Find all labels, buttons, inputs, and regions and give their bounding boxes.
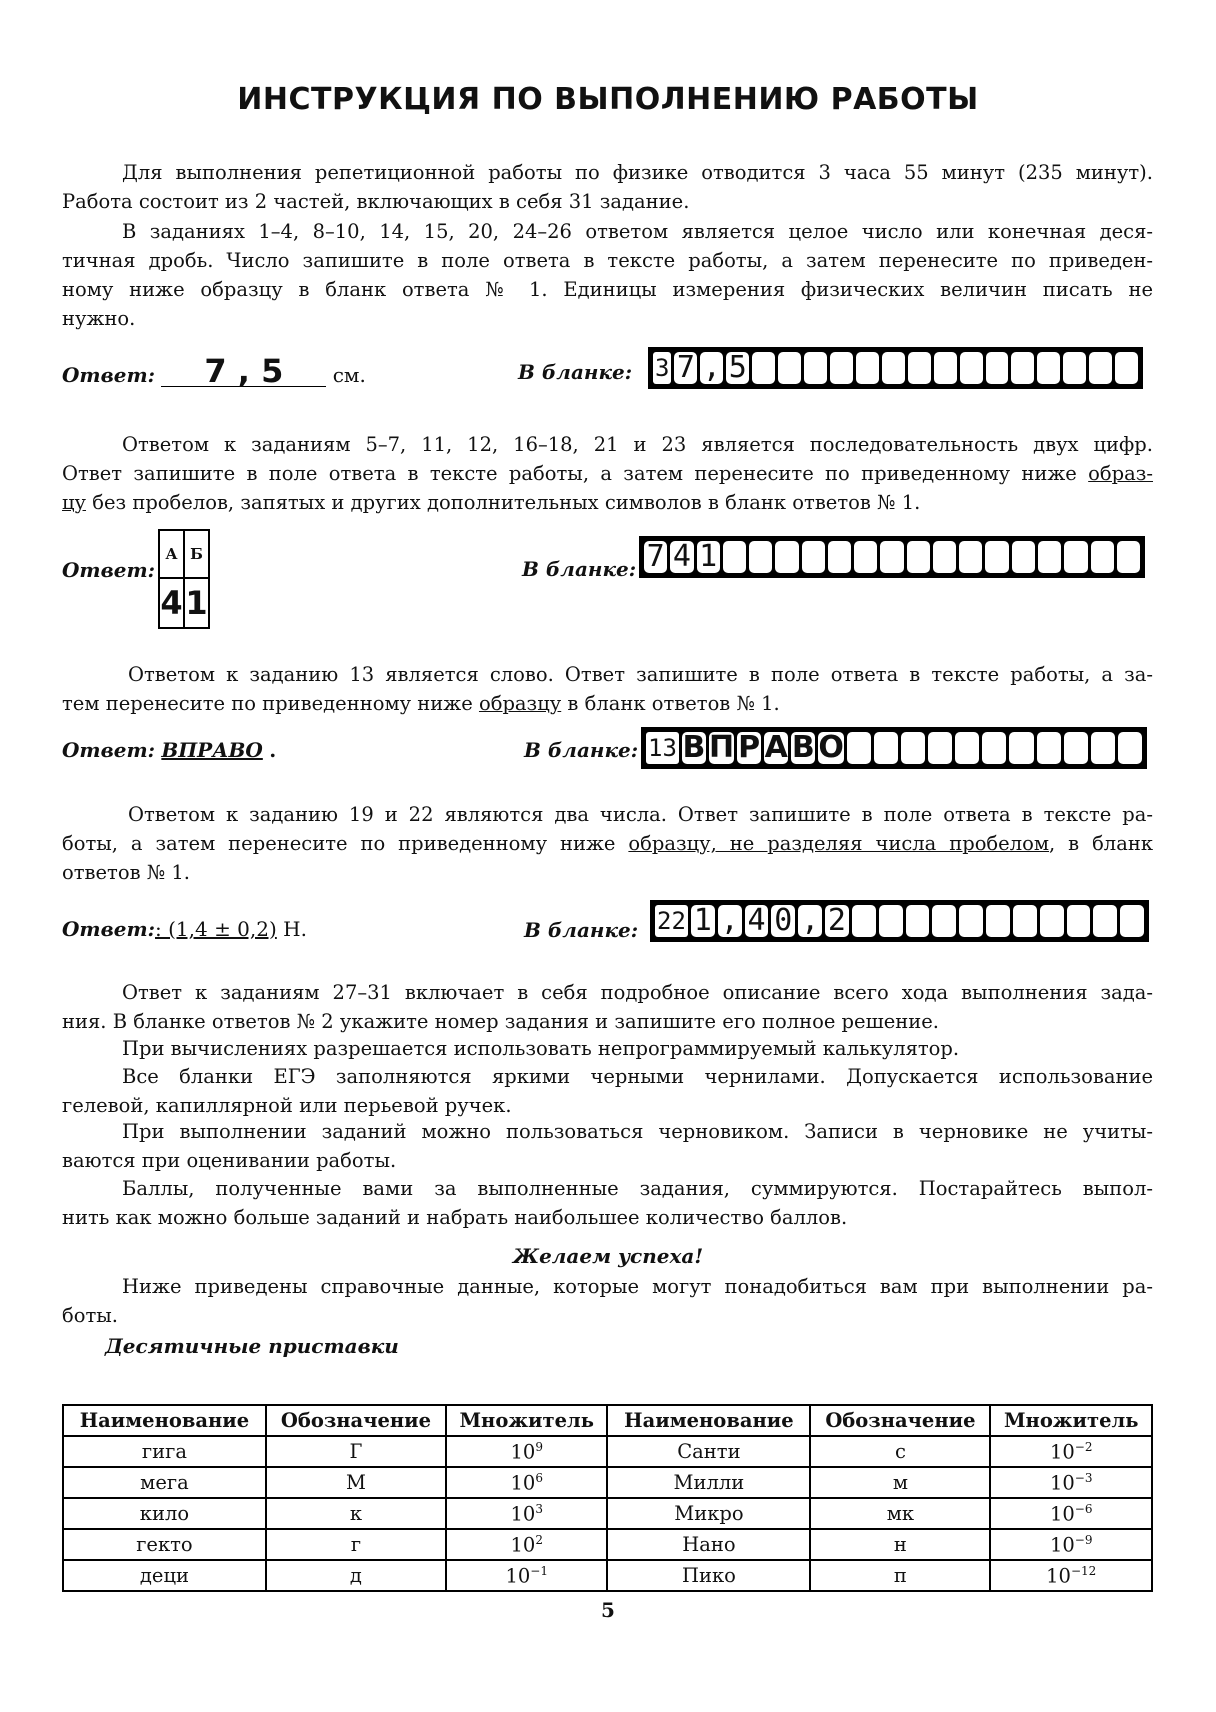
table-cell: $10^{-12}$	[990, 1560, 1152, 1591]
underlined-text: образцу, не разделяя числа пробелом	[628, 832, 1050, 855]
answer-suffix: .	[269, 738, 277, 762]
blank-label: В бланке:	[518, 360, 633, 384]
empty-cell	[778, 352, 801, 384]
paragraph-draft	[62, 1117, 1153, 1175]
table-cell: г	[266, 1529, 446, 1560]
text-line: тичная дробь. Число запишите в поле ответа в тексте работы, а затем перенесите по приведен-	[62, 249, 1153, 272]
empty-cell	[1117, 541, 1140, 573]
paragraph-reference	[62, 1272, 1153, 1330]
filled-cell: 1	[697, 541, 720, 573]
empty-cell	[955, 732, 979, 764]
table-cell: гига	[63, 1436, 266, 1467]
answer-value: 7 , 5	[161, 356, 326, 387]
table-cell: мега	[63, 1467, 266, 1498]
underlined-text: образ-	[1088, 462, 1153, 485]
value-a: 4	[159, 578, 184, 628]
empty-cell	[879, 905, 903, 937]
filled-cell: В	[791, 730, 815, 765]
column-header: Множитель	[446, 1405, 608, 1436]
table-cell: Пико	[607, 1560, 810, 1591]
table-header-row	[63, 1405, 1152, 1436]
paragraph-two-numbers	[62, 800, 1153, 887]
filled-cell: А	[764, 730, 788, 765]
table-caption: Десятичные приставки	[105, 1334, 399, 1358]
filled-cell: 2	[825, 905, 849, 937]
table-cell: мк	[810, 1498, 990, 1529]
text-line: ния. В бланке ответов № 2 укажите номер задания и запишите его полное решение.	[62, 1010, 939, 1033]
text-line: боты.	[62, 1304, 118, 1327]
text-segment: без пробелов, запятых и других дополнительных символов в бланк ответов № 1.	[86, 491, 921, 514]
page-number: 5	[601, 1598, 615, 1622]
filled-cell: 1	[691, 905, 715, 937]
answer-label: Ответ:	[62, 558, 155, 582]
table-cell: д	[266, 1560, 446, 1591]
table-cell: $10^6$	[446, 1467, 608, 1498]
text-line: Ответом к заданию 13 является слово. Ответ запишите в поле ответа в тексте работы, а за-	[128, 663, 1153, 686]
filled-cell: 4	[670, 541, 693, 573]
table-cell: $10^{-2}$	[990, 1436, 1152, 1467]
exponent: −3	[1074, 1470, 1093, 1485]
underlined-text: цу	[62, 491, 87, 514]
empty-cell	[933, 541, 956, 573]
empty-cell	[1009, 732, 1033, 764]
decimal-prefixes-table	[62, 1404, 1153, 1592]
filled-cell: 5	[726, 352, 749, 384]
paragraph-numeric-answers	[62, 217, 1153, 333]
example-1-answer	[62, 352, 366, 390]
table-cell: $10^2$	[446, 1529, 608, 1560]
empty-cell	[1120, 905, 1144, 937]
text-segment: боты, а затем перенесите по приведенному ниже	[62, 832, 629, 855]
column-header: Обозначение	[810, 1405, 990, 1436]
text-segment: , в бланк	[1049, 832, 1154, 855]
empty-cell	[830, 352, 853, 384]
text-line: При вычислениях разрешается использовать непрограммируемый калькулятор.	[122, 1037, 960, 1060]
table-cell: $10^9$	[446, 1436, 608, 1467]
exponent: −6	[1074, 1501, 1093, 1516]
answer-value: ВПРАВО	[161, 738, 263, 762]
paragraph-word-answer	[62, 660, 1153, 718]
filled-cell: 4	[745, 905, 769, 937]
text-line: гелевой, капиллярной или перьевой ручек.	[62, 1094, 512, 1117]
table-cell: к	[266, 1498, 446, 1529]
empty-cell	[907, 541, 930, 573]
answer-form-cells-1	[648, 347, 1143, 389]
filled-cell: ,	[718, 905, 742, 937]
column-header: Множитель	[990, 1405, 1152, 1436]
table-row	[63, 1529, 1152, 1560]
empty-cell	[874, 732, 898, 764]
answer-label: Ответ:	[62, 363, 155, 387]
table-row	[63, 1467, 1152, 1498]
table-cell: Нано	[607, 1529, 810, 1560]
column-header: Обозначение	[266, 1405, 446, 1436]
text-segment: Ответ запишите в поле ответа в тексте работы, а затем перенесите по приведенному ниже	[62, 462, 1089, 485]
empty-cell	[1093, 905, 1117, 937]
table-cell: $10^{-3}$	[990, 1467, 1152, 1498]
text-line: нить как можно больше заданий и набрать наибольшее количество баллов.	[62, 1206, 848, 1229]
table-cell: м	[810, 1467, 990, 1498]
text-line: Ответом к заданию 19 и 22 являются два числа. Ответ запишите в поле ответа в тексте ра-	[128, 803, 1153, 826]
exponent: 9	[535, 1439, 543, 1454]
empty-cell	[959, 905, 983, 937]
table-cell: Г	[266, 1436, 446, 1467]
table-cell: деци	[63, 1560, 266, 1591]
empty-cell	[854, 541, 877, 573]
column-header: Наименование	[63, 1405, 266, 1436]
empty-cell	[932, 905, 956, 937]
empty-cell	[847, 732, 871, 764]
paragraph-calculator	[62, 1034, 1153, 1063]
empty-cell	[985, 541, 1008, 573]
empty-cell	[1064, 541, 1087, 573]
empty-cell	[1012, 541, 1035, 573]
exponent: −9	[1074, 1532, 1093, 1547]
text-line: нужно.	[62, 307, 136, 330]
example-3-answer	[62, 738, 276, 762]
paragraph-ink	[62, 1062, 1153, 1120]
filled-cell: П	[709, 730, 735, 765]
empty-cell	[882, 352, 905, 384]
text-segment: тем перенесите по приведенному ниже	[62, 692, 479, 715]
filled-cell: О	[818, 730, 844, 765]
empty-cell	[901, 732, 925, 764]
empty-cell	[982, 732, 1006, 764]
empty-cell	[934, 352, 957, 384]
filled-cell: В	[682, 730, 706, 765]
filled-cell: ,	[700, 352, 723, 384]
empty-cell	[1038, 541, 1061, 573]
exponent: −2	[1074, 1439, 1093, 1454]
filled-cell: 7	[644, 541, 667, 573]
exponent: 3	[535, 1501, 543, 1516]
table-cell: $10^{-1}$	[446, 1560, 608, 1591]
example-4-answer	[62, 917, 307, 941]
value-b: 1	[184, 578, 209, 628]
text-line: ответов № 1.	[62, 861, 191, 884]
text-line: Все бланки ЕГЭ заполняются яркими черными чернилами. Допускается использование	[122, 1065, 1153, 1088]
text-line: Ответ к заданиям 27–31 включает в себя подробное описание всего хода выполнения зада-	[122, 981, 1153, 1004]
empty-cell	[1011, 352, 1034, 384]
empty-cell	[775, 541, 798, 573]
text-line: ваются при оценивании работы.	[62, 1149, 397, 1172]
table-cell: $10^{-9}$	[990, 1529, 1152, 1560]
table-cell: Милли	[607, 1467, 810, 1498]
text-line: ному ниже образцу в бланк ответа № 1. Единицы измерения физических величин писать не	[62, 278, 1153, 301]
empty-cell	[1115, 352, 1138, 384]
empty-cell	[749, 541, 772, 573]
empty-cell	[1091, 732, 1115, 764]
paragraph-detailed-answers	[62, 978, 1153, 1036]
empty-cell	[1037, 352, 1060, 384]
table-cell: кило	[63, 1498, 266, 1529]
exponent: 6	[535, 1470, 543, 1485]
empty-cell	[1091, 541, 1114, 573]
header-a: А	[159, 530, 184, 578]
task-number-cell: 13	[648, 734, 677, 762]
paragraph-scores	[62, 1174, 1153, 1232]
task-number-cell: 22	[657, 907, 686, 935]
filled-cell: 0	[771, 905, 795, 937]
empty-cell	[986, 352, 1009, 384]
empty-cell	[723, 541, 746, 573]
empty-cell	[852, 905, 876, 937]
empty-cell	[752, 352, 775, 384]
table-row	[63, 1436, 1152, 1467]
table-cell: Микро	[607, 1498, 810, 1529]
blank-label: В бланке:	[524, 738, 639, 762]
text-line: В заданиях 1–4, 8–10, 14, 15, 20, 24–26 ответом является целое число или конечная деся-	[122, 220, 1153, 243]
empty-cell	[880, 541, 903, 573]
table-cell: $10^3$	[446, 1498, 608, 1529]
empty-cell	[959, 541, 982, 573]
table-cell: М	[266, 1467, 446, 1498]
table-cell: н	[810, 1529, 990, 1560]
text-line	[62, 689, 1153, 718]
table-cell: гекто	[63, 1529, 266, 1560]
paragraph-digit-sequence	[62, 430, 1153, 517]
text-line: Ниже приведены справочные данные, которые могут понадобиться вам при выполнении ра-	[122, 1275, 1153, 1298]
table-cell: п	[810, 1560, 990, 1591]
text-line	[62, 459, 1153, 488]
paragraph-duration	[62, 158, 1153, 216]
exponent: −1	[530, 1563, 548, 1578]
empty-cell	[1118, 732, 1142, 764]
blank-label: В бланке:	[524, 918, 639, 942]
table-cell: с	[810, 1436, 990, 1467]
empty-cell	[1089, 352, 1112, 384]
answer-form-cells-4	[650, 900, 1149, 942]
empty-cell	[1064, 732, 1088, 764]
empty-cell	[1040, 905, 1064, 937]
header-b: Б	[184, 530, 209, 578]
answer-unit: Н.	[283, 917, 307, 941]
answer-label: Ответ:	[62, 738, 155, 762]
empty-cell	[804, 352, 827, 384]
exponent: 2	[535, 1532, 543, 1547]
answer-unit: см.	[332, 363, 366, 387]
text-line: Баллы, полученные вами за выполненные задания, суммируются. Постарайтесь выпол-	[122, 1177, 1153, 1200]
empty-cell	[960, 352, 983, 384]
empty-cell	[1067, 905, 1091, 937]
empty-cell	[928, 732, 952, 764]
text-segment: в бланк ответов № 1.	[561, 692, 780, 715]
empty-cell	[1063, 352, 1086, 384]
table-row	[63, 1498, 1152, 1529]
empty-cell	[856, 352, 879, 384]
table-cell: Санти	[607, 1436, 810, 1467]
task-number-cell: 3	[655, 354, 670, 382]
empty-cell	[1037, 732, 1061, 764]
text-line	[62, 488, 1153, 517]
filled-cell: ,	[798, 905, 822, 937]
text-line: При выполнении заданий можно пользоваться черновиком. Записи в черновике не учиты-	[122, 1120, 1153, 1143]
empty-cell	[1013, 905, 1037, 937]
answer-value: : (1,4 ± 0,2)	[155, 917, 277, 941]
wish-text: Желаем успеха!	[512, 1244, 704, 1268]
filled-cell: 7	[674, 352, 697, 384]
column-header: Наименование	[607, 1405, 810, 1436]
underlined-text: образцу	[478, 692, 562, 715]
answer-form-cells-3	[641, 727, 1147, 769]
text-line: Ответом к заданиям 5–7, 11, 12, 16–18, 21 и 23 является последовательность двух цифр.	[122, 433, 1153, 456]
filled-cell: Р	[738, 730, 761, 765]
blank-label: В бланке:	[522, 557, 637, 581]
answer-label: Ответ:	[62, 917, 155, 941]
empty-cell	[908, 352, 931, 384]
answer-ab-table	[158, 529, 210, 629]
exponent: −12	[1070, 1563, 1097, 1578]
text-line: Для выполнения репетиционной работы по физике отводится 3 часа 55 минут (235 минут).	[122, 161, 1153, 184]
table-cell: $10^{-6}$	[990, 1498, 1152, 1529]
page-title: ИНСТРУКЦИЯ ПО ВЫПОЛНЕНИЮ РАБОТЫ	[237, 82, 979, 117]
table-row	[63, 1560, 1152, 1591]
empty-cell	[906, 905, 930, 937]
empty-cell	[828, 541, 851, 573]
empty-cell	[986, 905, 1010, 937]
text-line	[62, 829, 1153, 858]
text-line: Работа состоит из 2 частей, включающих в себя 31 задание.	[62, 190, 690, 213]
answer-form-cells-2	[639, 536, 1145, 578]
empty-cell	[802, 541, 825, 573]
